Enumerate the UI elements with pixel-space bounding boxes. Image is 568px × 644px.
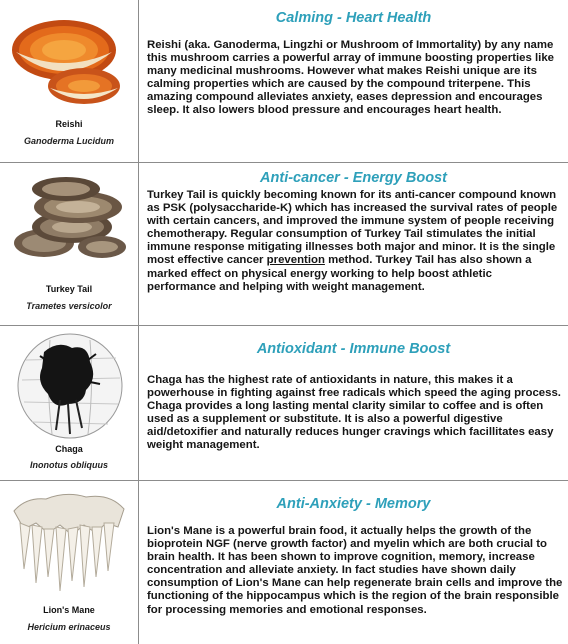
common-name: Chaga bbox=[55, 444, 83, 454]
lions-mane-mushroom-illustration-icon bbox=[6, 487, 132, 597]
image-cell bbox=[0, 481, 139, 644]
description-cell bbox=[139, 0, 568, 162]
image-cell bbox=[0, 326, 139, 480]
turkey-tail-mushroom-illustration-icon bbox=[6, 171, 132, 271]
description-text-part: method. Turkey Tail has also shown a marked effect on physical energy working to help boost athletic performance and helping with weight management. bbox=[147, 254, 532, 293]
section-heading: Calming - Heart Health bbox=[275, 10, 432, 26]
description-text-part: Turkey Tail is quickly becoming known for its anti-cancer compound known as PSK (polysaccharide-K) which has increased the survival rates of people with certain cancers, and improved the immune system of people receiving chemotherapy. Regular consumption of Turkey Tail stimulates the initial immune response mitigating illnesses both major and minor. It is the single most effective cancer bbox=[147, 189, 558, 267]
latin-name: Hericium erinaceus bbox=[27, 622, 111, 632]
table-row-reishi bbox=[0, 0, 568, 163]
description-cell bbox=[139, 481, 568, 644]
description-text bbox=[147, 189, 563, 294]
latin-name: Trametes versicolor bbox=[26, 301, 112, 311]
description-text: Lion's Mane is a powerful brain food, it actually helps the growth of the bioprotein NGF (nerve growth factor) and myelin which are both crucial to brain health. It has been shown to improve cognition, memory, increase concentration and alleviate anxiety. In fact studies have shown daily consumption of Lion's Mane can help regenerate brain cells and improve the functioning of the hippocampus which is the region of the brain responsible for processing memories and emotional responses. bbox=[147, 525, 563, 616]
section-heading: Anti-cancer - Energy Boost bbox=[260, 170, 447, 186]
description-text: Chaga has the highest rate of antioxidants in nature, this makes it a powerhouse in fighting against free radicals which speed the aging process. Chaga provides a long lasting mental clarity similar to coffee and is often used as a supplement or substitute. It is also a powerful digestive aid/detoxifier and naturally reduces hunger cravings which facillitates easy weight management. bbox=[147, 374, 561, 452]
reishi-mushroom-illustration-icon bbox=[6, 6, 132, 114]
section-heading: Anti-Anxiety - Memory bbox=[276, 496, 431, 512]
latin-name: Ganoderma Lucidum bbox=[23, 136, 114, 146]
section-heading: Antioxidant - Immune Boost bbox=[256, 341, 451, 357]
description-cell bbox=[139, 163, 568, 325]
table-row-chaga bbox=[0, 326, 568, 481]
underlined-word: prevention bbox=[266, 254, 325, 267]
image-cell bbox=[0, 163, 139, 325]
description-text: Reishi (aka. Ganoderma, Lingzhi or Mushroom of Immortality) by any name this mushroom carries a powerful array of immune boosting properties like many medicinal mushrooms. However what makes Reishi unique are its calming properties which are caused by the compound triterpene. This amazing compound alleviates anxiety, eases depression and encourages sleep. It also lowers blood pressure and encourages heart health. bbox=[147, 39, 554, 117]
common-name: Turkey Tail bbox=[45, 284, 93, 294]
table-row-lions-mane bbox=[0, 481, 568, 644]
latin-name: Inonotus obliquus bbox=[30, 460, 108, 470]
description-cell bbox=[139, 326, 568, 480]
table-row-turkey-tail bbox=[0, 163, 568, 326]
common-name: Reishi bbox=[55, 119, 83, 129]
common-name: Lion's Mane bbox=[43, 605, 95, 615]
chaga-fungus-illustration-icon bbox=[6, 330, 132, 446]
image-cell bbox=[0, 0, 139, 162]
